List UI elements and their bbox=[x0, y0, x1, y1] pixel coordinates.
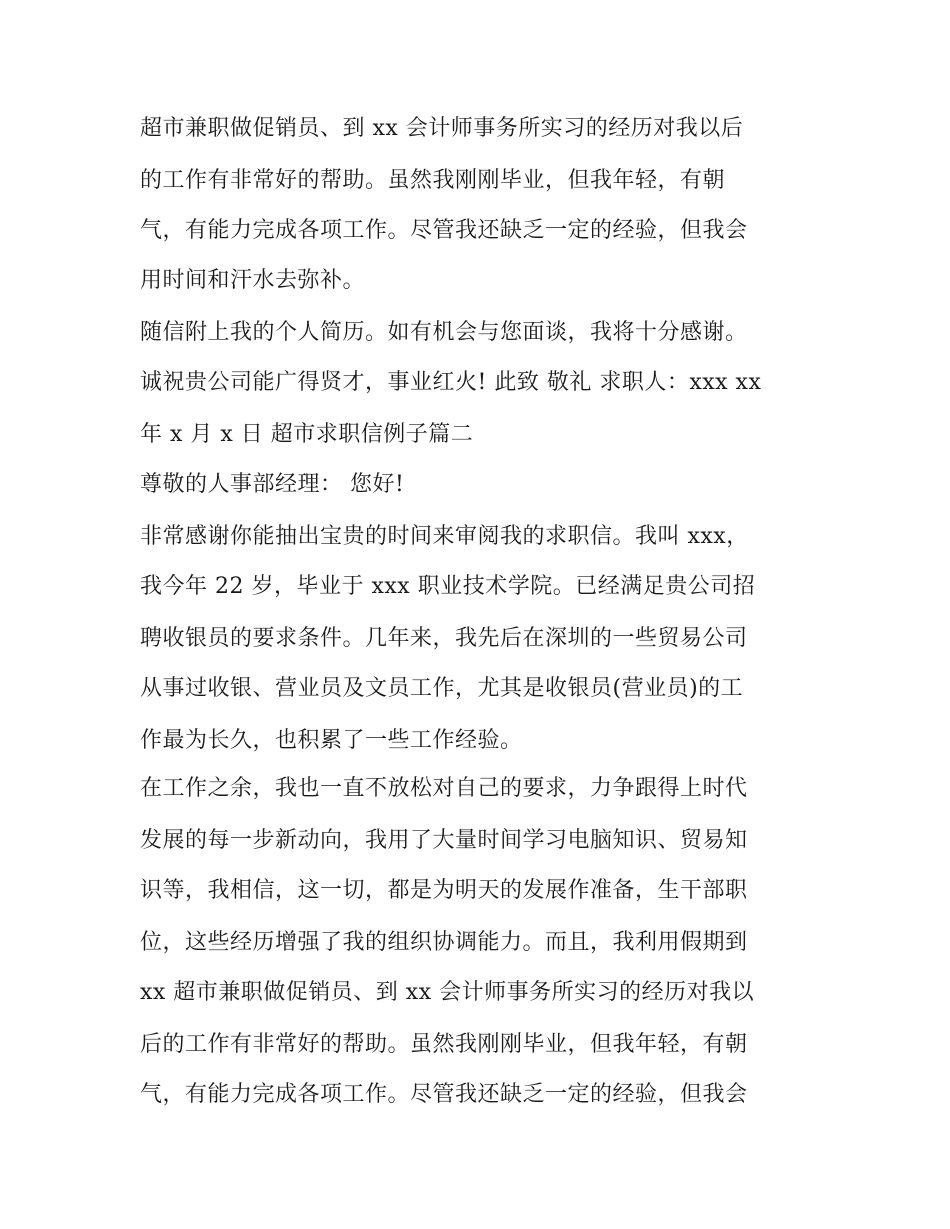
text-line: 识等，我相信，这一切，都是为明天的发展作准备，生干部职 bbox=[140, 878, 748, 903]
text-line: 气，有能力完成各项工作。尽管我还缺乏一定的经验，但我会 bbox=[140, 218, 748, 243]
text-line: 非常感谢你能抽出宝贵的时间来审阅我的求职信。我叫 xxx， bbox=[140, 524, 749, 549]
text-line: 从事过收银、营业员及文员工作，尤其是收银员(营业员)的工 bbox=[140, 676, 744, 701]
text-line: 的工作有非常好的帮助。虽然我刚刚毕业，但我年轻，有朝 bbox=[140, 168, 726, 193]
text-line: 尊敬的人事部经理： 您好! bbox=[140, 472, 405, 497]
text-line: 我今年 22 岁，毕业于 xxx 职业技术学院。已经满足贵公司招 bbox=[140, 574, 756, 599]
text-line: 诚祝贵公司能广得贤才，事业红火! 此致 敬礼 求职人：xxx xx bbox=[140, 370, 762, 395]
text-line: 超市兼职做促销员、到 xx 会计师事务所实习的经历对我以后 bbox=[140, 116, 744, 141]
text-line: 位，这些经历增强了我的组织协调能力。而且，我利用假期到 bbox=[140, 930, 748, 955]
text-line: xx 超市兼职做促销员、到 xx 会计师事务所实习的经历对我以 bbox=[140, 980, 755, 1005]
text-line: 随信附上我的个人简历。如有机会与您面谈，我将十分感谢。 bbox=[140, 320, 748, 345]
text-line: 在工作之余，我也一直不放松对自己的要求，力争跟得上时代 bbox=[140, 776, 748, 801]
text-line: 用时间和汗水去弥补。 bbox=[140, 268, 366, 293]
text-line: 发展的每一步新动向，我用了大量时间学习电脑知识、贸易知 bbox=[140, 828, 748, 853]
text-line: 后的工作有非常好的帮助。虽然我刚刚毕业，但我年轻，有朝 bbox=[140, 1032, 748, 1057]
text-line: 作最为长久，也积累了一些工作经验。 bbox=[140, 728, 523, 753]
text-line: 年 x 月 x 日 超市求职信例子篇二 bbox=[140, 422, 474, 447]
text-line: 气，有能力完成各项工作。尽管我还缺乏一定的经验，但我会 bbox=[140, 1082, 748, 1107]
text-line: 聘收银员的要求条件。几年来，我先后在深圳的一些贸易公司 bbox=[140, 626, 748, 651]
